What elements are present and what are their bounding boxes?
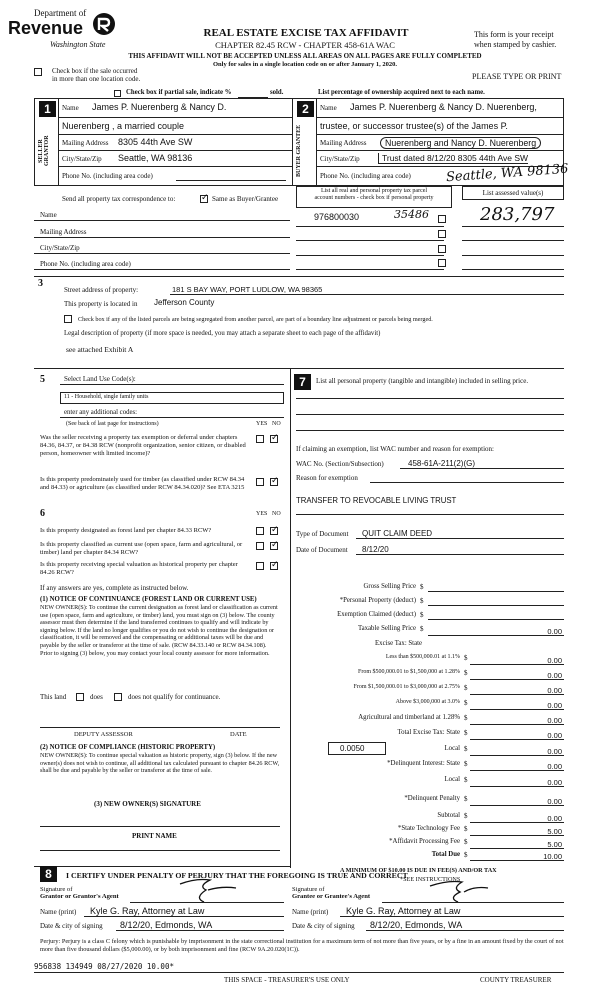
list-personal-property: List all personal property (tangible and intangible) included in selling price. (316, 377, 529, 385)
grantee-signature-icon (424, 876, 494, 904)
penalty-dollar: $ (464, 795, 468, 803)
tier1-dollar: $ (464, 654, 468, 662)
tier4-label: Above $3,000,000 at 3.0% (395, 699, 460, 705)
grantor-name-print-value[interactable]: Kyle G. Ray, Attorney at Law (90, 906, 205, 916)
grantor-date-value[interactable]: 8/12/20, Edmonds, WA (120, 920, 213, 930)
ag-label: Agricultural and timberland at 1.28% (358, 714, 460, 721)
q3-no-checkbox[interactable] (270, 527, 278, 535)
q3-yes-checkbox[interactable] (256, 527, 264, 535)
grantee-phone-label: Phone No. (including area code) (320, 172, 411, 180)
exemption-label: Exemption Claimed (deduct) (337, 611, 416, 618)
grantee-date-value[interactable]: 8/12/20, Edmonds, WA (370, 920, 463, 930)
grantee-mailing-value[interactable]: Nuerenberg and Nancy D. Nuerenberg (380, 137, 541, 149)
no-header-1: NO (272, 421, 281, 427)
parcel-1-personal-checkbox[interactable] (438, 215, 446, 223)
street-value[interactable]: 181 S BAY WAY, PORT LUDLOW, WA 98365 (172, 285, 323, 294)
grantee-name-line-2[interactable]: trustee, or successor trustee(s) of the James P. (320, 121, 508, 131)
form-title: REAL ESTATE EXCISE TAX AFFIDAVIT (203, 27, 409, 39)
grantor-sig-line-1: Signature of (40, 886, 73, 893)
multi-location-checkbox[interactable] (34, 68, 42, 76)
parcel-header-line-2: account numbers - check box if personal property (314, 195, 434, 201)
does-not-label: does not qualify for continuance. (128, 693, 221, 701)
grantee-name-print-value[interactable]: Kyle G. Ray, Attorney at Law (346, 906, 461, 916)
grantee-sig-label (292, 886, 370, 900)
affidavit-fee-label: *Affidavit Processing Fee (389, 838, 460, 845)
assessed-header: List assessed value(s) (482, 189, 544, 197)
segregated-label: Check box if any of the listed parcels are being segregated from another parcel, are part of a boundary line adjustment or parcels being merged. (78, 316, 433, 323)
grantor-name-print-label: Name (print) (40, 908, 77, 916)
tier1-value: 0.00 (547, 656, 562, 665)
question-3: Is this property designated as forest land per chapter 84.33 RCW? (40, 527, 212, 534)
compliance-title: (2) NOTICE OF COMPLIANCE (HISTORIC PROPERTY) (40, 744, 216, 751)
parcel-handwritten-code: 35486 (394, 208, 429, 221)
grantor-city-label: City/State/Zip (62, 155, 102, 163)
grantee-mailing-label: Mailing Address (320, 139, 367, 147)
delinq-local-dollar: $ (464, 776, 468, 784)
continuance-body: NEW OWNER(S): To continue the current designation as forest land or classification as current use (open space, farm and agriculture, or timber) land, you must sign on (3) below. The county assessor must then determine if the land transferred continues to qualify and will indicate by signing below. If the land no longer qualifies or you do not wish to continue the designation or classification, it will be removed and the compensating or additional taxes will be due and payable by the seller or transferor at the time of sale. (RCW 84.33.140 or RCW 84.34.108). Prior to signing (3) below, you may contact your local county assessor for more information. (40, 604, 278, 657)
tier4-dollar: $ (464, 699, 468, 707)
question-1: Was the seller receiving a property tax exemption or deferral under chapters 84.36, 84.37, or 84.38 RCW (nonprofit organization, senior citizen, or disabled person, homeowner with limited income)? (40, 434, 246, 457)
this-land-label: This land (40, 693, 67, 701)
local-value: 0.00 (547, 747, 562, 756)
section-3-marker: 3 (38, 278, 43, 289)
ag-value: 0.00 (547, 716, 562, 725)
gross-label: Gross Selling Price (363, 583, 416, 590)
revenue-wordmark: Revenue (8, 18, 84, 38)
total-state-value: 0.00 (547, 731, 562, 740)
dor-logo (6, 8, 126, 54)
personal-dollar: $ (420, 597, 424, 605)
grantee-name-line-1[interactable]: James P. Nuerenberg & Nancy D. Nuerenberg, (350, 102, 537, 112)
grantor-city-value[interactable]: Seattle, WA 98136 (118, 153, 193, 163)
if-claiming-label: If claiming an exemption, list WAC number and reason for exemption: (296, 445, 494, 453)
section-7-badge: 7 (294, 374, 311, 390)
q1-no-checkbox[interactable] (270, 435, 278, 443)
sold-label: sold. (270, 89, 284, 96)
parcel-header (298, 188, 450, 202)
tier3-label: From $1,500,000.01 to $3,000,000 at 2.75% (353, 684, 460, 690)
no-header-2: NO (272, 511, 281, 517)
q5-yes-checkbox[interactable] (256, 562, 264, 570)
grantee-name-print-label: Name (print) (292, 908, 329, 916)
total-due-label: Total Due (431, 851, 460, 858)
treasurer-use-label: THIS SPACE - TREASURER'S USE ONLY (224, 976, 350, 984)
grantor-mailing-value[interactable]: 8305 44th Ave SW (118, 137, 193, 147)
see-back-label: (See back of last page for instructions) (66, 421, 159, 427)
street-label: Street address of property: (64, 286, 139, 294)
q5-no-checkbox[interactable] (270, 562, 278, 570)
yes-header-2: YES (256, 511, 268, 517)
form-warning: THIS AFFIDAVIT WILL NOT BE ACCEPTED UNLESS ALL AREAS ON ALL PAGES ARE FULLY COMPLETED (128, 52, 482, 60)
new-owner-signature-label: (3) NEW OWNER(S) SIGNATURE (94, 800, 201, 808)
q1-yes-checkbox[interactable] (256, 435, 264, 443)
local-rate-value: 0.0050 (340, 744, 365, 753)
county-treasurer-label: COUNTY TREASURER (480, 976, 552, 984)
delinq-local-label: Local (444, 776, 460, 783)
grantor-name-line-2[interactable]: Nuerenberg , a married couple (62, 121, 185, 131)
county-value[interactable]: Jefferson County (154, 298, 215, 307)
affidavit-fee-value: 5.00 (547, 840, 562, 849)
tech-fee-dollar: $ (464, 825, 468, 833)
tier1-label: Less than $500,000.01 at 1.1% (385, 654, 460, 660)
partial-sale-checkbox[interactable] (114, 90, 121, 97)
penalty-label: *Delinquent Penalty (404, 795, 460, 802)
ag-dollar: $ (464, 714, 468, 722)
legal-description-label: Legal description of property (if more space is needed, you may attach a separate sheet to each page of the affidavit) (64, 330, 381, 337)
deputy-assessor-label: DEPUTY ASSESSOR (74, 731, 133, 738)
total-state-label: Total Excise Tax: State (397, 729, 460, 736)
question-5: Is this property receiving special valuation as historical property per chapter 84.26 RCW? (40, 561, 238, 576)
delinq-state-value: 0.00 (547, 762, 562, 771)
gross-dollar: $ (420, 583, 424, 591)
parcel-3-personal-checkbox[interactable] (438, 245, 446, 253)
tier2-label: From $500,000.01 to $1,500,000 at 1.28% (358, 669, 460, 675)
form-subtitle: CHAPTER 82.45 RCW - CHAPTER 458-61A WAC (215, 40, 395, 50)
please-type: PLEASE TYPE OR PRINT (472, 72, 562, 81)
grantee-sig-line-1: Signature of (292, 886, 325, 893)
affidavit-fee-dollar: $ (464, 838, 468, 846)
section-5-marker: 5 (40, 374, 45, 385)
wac-label: WAC No. (Section/Subsection) (296, 460, 384, 468)
percent-ownership-label: List percentage of ownership acquired next to each name. (318, 89, 485, 96)
additional-codes-label: enter any additional codes: (64, 409, 138, 416)
partial-sale-label: Check box if partial sale, indicate % (126, 89, 232, 96)
grantor-phone-label: Phone No. (including area code) (62, 172, 153, 180)
delinq-state-label: *Delinquent Interest: State (387, 760, 460, 767)
local-label: Local (444, 745, 460, 752)
yes-header-1: YES (256, 421, 268, 427)
total-due-value: 10.00 (543, 852, 562, 861)
parcel-number-1[interactable]: 976800030 (314, 212, 360, 222)
total-due-dollar: $ (464, 851, 468, 859)
receipt-line-1: This form is your receipt (474, 30, 554, 39)
excise-state-label: Excise Tax: State (375, 640, 422, 647)
land-does-checkbox[interactable] (76, 693, 84, 701)
doc-date-label: Date of Document (296, 546, 348, 554)
seller-grantor-label: SELLER GRANTOR (38, 135, 50, 167)
total-state-dollar: $ (464, 729, 468, 737)
doc-type-label: Type of Document (296, 530, 349, 538)
land-use-value: 11 - Household, single family units (64, 394, 149, 400)
corr-name-label: Name (40, 211, 57, 219)
grantee-city-label: City/State/Zip (320, 155, 360, 163)
reason-value[interactable]: TRANSFER TO REVOCABLE LIVING TRUST (296, 496, 457, 505)
exemption-dollar: $ (420, 611, 424, 619)
print-name-label: PRINT NAME (132, 832, 177, 840)
if-yes-instruction: If any answers are yes, complete as instructed below. (40, 584, 189, 592)
buyer-grantee-label: BUYER GRANTEE (296, 124, 302, 178)
section-8-badge: 8 (40, 866, 57, 882)
tier2-dollar: $ (464, 669, 468, 677)
compliance-body: NEW OWNER(S): To continue special valuation as historic property, sign (3) below. If the new owner(s) does not wish to continue, all additional tax calculated pursuant to chapter 84.26 RCW, shall be due and payable by the seller or transferor at the time of sale. (40, 752, 280, 775)
reason-label: Reason for exemption (296, 474, 358, 482)
wac-value[interactable]: 458-61A-211(2)(G) (408, 459, 475, 468)
does-label: does (90, 693, 103, 701)
section-6-marker: 6 (40, 508, 45, 519)
multi-location-label (52, 67, 140, 83)
land-does-not-checkbox[interactable] (114, 693, 122, 701)
multi-location-line-2: in more than one location code. (52, 75, 141, 83)
delinq-local-value: 0.00 (547, 778, 562, 787)
grantee-name-label: Name (320, 104, 337, 112)
located-in-label: This property is located in (64, 300, 138, 308)
doc-type-value[interactable]: QUIT CLAIM DEED (362, 529, 433, 538)
corr-mailing-label: Mailing Address (40, 228, 87, 236)
state-line: Washington State (50, 40, 106, 49)
grantee-city-value[interactable]: Trust dated 8/12/20 8305 44th Ave SW (378, 153, 528, 164)
corr-phone-label: Phone No. (including area code) (40, 260, 131, 268)
question-2: Is this property predominately used for timber (as classified under RCW 84.34 and 84.33) or agriculture (as classified under RCW 84.34.020)? See ETA 3215 (40, 476, 245, 491)
penalty-value: 0.00 (547, 797, 562, 806)
parcel-header-line-1: List all real and personal property tax parcel (320, 188, 428, 194)
continuance-title: (1) NOTICE OF CONTINUANCE (FOREST LAND OR CURRENT USE) (40, 596, 257, 603)
tier3-dollar: $ (464, 684, 468, 692)
parcel-2-personal-checkbox[interactable] (438, 230, 446, 238)
grantee-handwritten-city: Seattle, WA 98136 (445, 161, 569, 186)
grantor-sig-label (40, 886, 119, 900)
assessed-value-1: 283,797 (480, 204, 555, 225)
section-2-badge: 2 (297, 101, 314, 117)
receipt-line-2: when stamped by cashier. (474, 40, 557, 49)
select-land-use-label: Select Land Use Code(s): (64, 375, 136, 383)
grantee-date-label: Date & city of signing (292, 922, 355, 930)
q4-yes-checkbox[interactable] (256, 542, 264, 550)
certify-statement: I CERTIFY UNDER PENALTY OF PERJURY THAT THE FOREGOING IS TRUE AND CORRECT (66, 871, 408, 880)
tier2-value: 0.00 (547, 671, 562, 680)
same-as-grantee-label: Same as Buyer/Grantee (212, 195, 279, 203)
legal-description-value[interactable]: see attached Exhibit A (66, 345, 134, 354)
grantee-sig-line-2: Grantee or Grantee's Agent (292, 893, 371, 900)
minimum-note: A MINIMUM OF $10.00 IS DUE IN FEE(S) AND/OR TAX (340, 867, 497, 874)
question-4: Is this property classified as current use (open space, farm and agricultural, or timber) land per chapter 84.34 RCW? (40, 541, 243, 556)
grantor-date-label: Date & city of signing (40, 922, 103, 930)
treasurer-stamp: 956838 134949 08/27/2020 10.00* (34, 962, 174, 971)
grantor-mailing-label: Mailing Address (62, 139, 109, 147)
subtotal-value: 0.00 (547, 814, 562, 823)
receipt-note (474, 30, 556, 50)
segregated-checkbox[interactable] (64, 315, 72, 323)
see-instructions-note: *SEE INSTRUCTIONS (400, 876, 461, 883)
taxable-value: 0.00 (547, 627, 562, 636)
q2-no-checkbox[interactable] (270, 478, 278, 486)
tier3-value: 0.00 (547, 686, 562, 695)
tier4-value: 0.00 (547, 701, 562, 710)
form-only-for: Only for sales in a single location code on or after January 1, 2020. (213, 61, 397, 68)
section-1-badge: 1 (39, 101, 56, 117)
subtotal-dollar: $ (464, 812, 468, 820)
q4-no-checkbox[interactable] (270, 542, 278, 550)
deputy-date-label: DATE (230, 731, 247, 738)
corr-city-label: City/State/Zip (40, 244, 80, 252)
grantor-name-line-1[interactable]: James P. Nuerenberg & Nancy D. (92, 102, 227, 112)
grantor-signature-icon (176, 876, 246, 904)
grantor-sig-line-2: Grantor or Grantor's Agent (40, 893, 119, 900)
personal-label: *Personal Property (deduct) (339, 597, 416, 604)
tech-fee-value: 5.00 (547, 827, 562, 836)
parcel-4-personal-checkbox[interactable] (438, 259, 446, 267)
revenue-logo-icon (92, 12, 116, 36)
delinq-state-dollar: $ (464, 760, 468, 768)
correspondence-label: Send all property tax correspondence to: (62, 195, 176, 203)
tech-fee-label: *State Technology Fee (397, 825, 460, 832)
doc-date-value[interactable]: 8/12/20 (362, 545, 389, 554)
same-as-grantee-checkbox[interactable] (200, 195, 208, 203)
taxable-dollar: $ (420, 625, 424, 633)
multi-location-line-1: Check box if the sale occurred (52, 67, 138, 75)
grantor-name-label: Name (62, 104, 79, 112)
dept-line: Department of (34, 8, 87, 18)
subtotal-label: Subtotal (437, 812, 460, 819)
local-dollar: $ (464, 745, 468, 753)
perjury-notice: Perjury: Perjury is a class C felony which is punishable by imprisonment in the state correctional institution for a maximum term of not more than five years, or by a fine in an amount fixed by the court of not more than five thousand dollars ($5,000.00), or by both imprisonment and fine (RCW 9A.20.020(1C)). (40, 938, 564, 953)
q2-yes-checkbox[interactable] (256, 478, 264, 486)
taxable-label: Taxable Selling Price (357, 625, 416, 632)
